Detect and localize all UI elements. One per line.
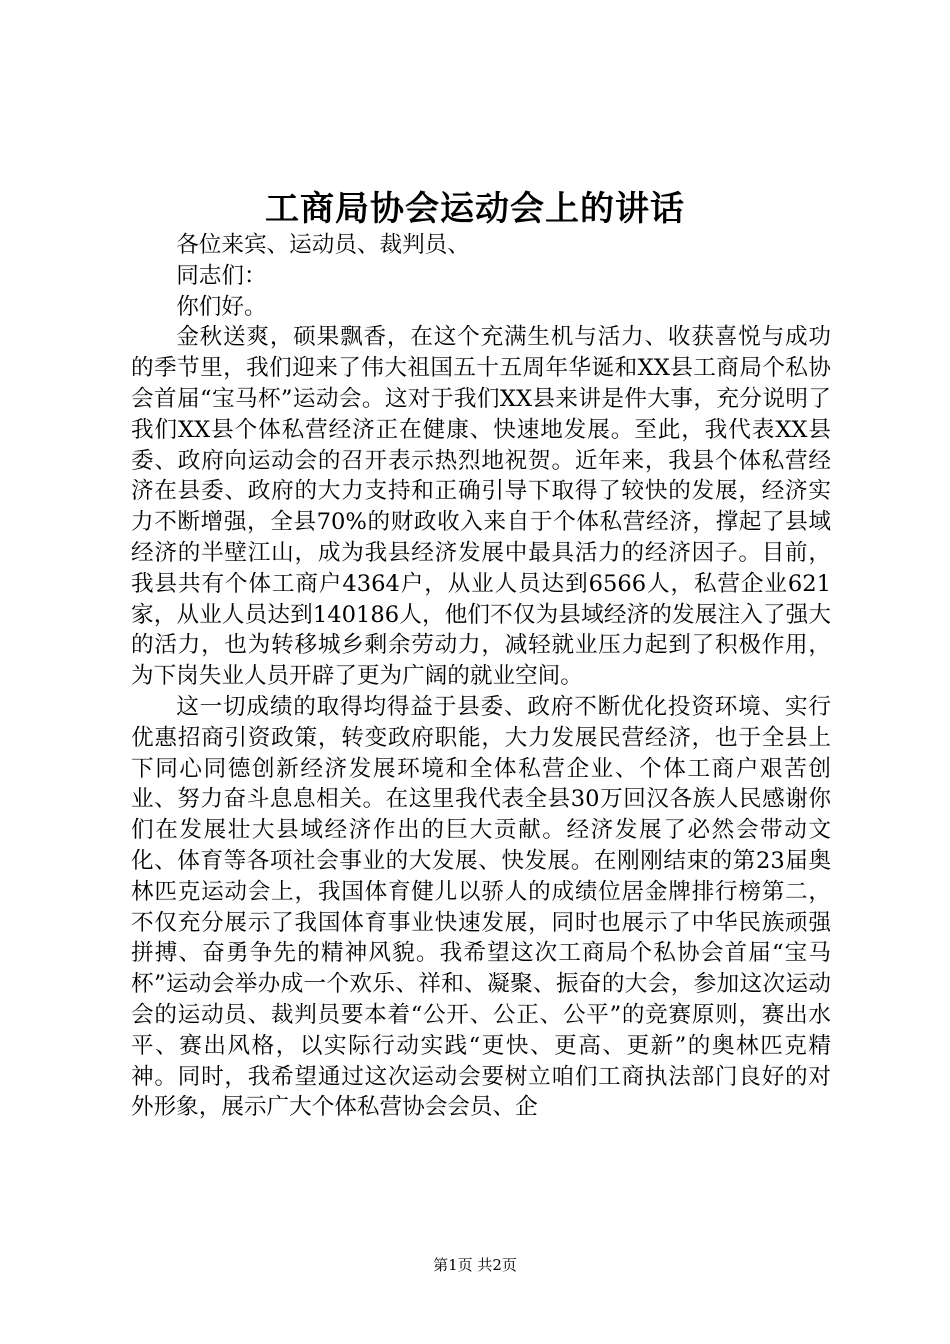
body-paragraph: 这一切成绩的取得均得益于县委、政府不断优化投资环境、实行优惠招商引资政策，转变政府职能，大力发展民营经济，也于全县上下同心同德创新经济发展环境和全体私营企业、个体工商户艰苦创业、努力奋斗息息相关。在这里我代表全县30万回汉各族人民感谢你们在发展壮大县域经济作出的巨大贡献。经济发展了必然会带动文化、体育等各项社会事业的大发展、快发展。在刚刚结束的第23届奥林匹克运动会上，我国体育健儿以骄人的成绩位居金牌排行榜第二，不仅充分展示了我国体育事业快速发展，同时也展示了中华民族顽强拼搏、奋勇争先的精神风貌。我希望这次工商局个私协会首届“宝马杯”运动会举办成一个欢乐、祥和、凝聚、振奋的大会，参加这次运动会的运动员、裁判员要本着“公开、公正、公平”的竞赛原则，赛出水平、赛出风格，以实际行动实践“更快、更高、更新”的奥林匹克精神。同时，我希望通过这次运动会要树立咱们工商执法部门良好的对外形象，展示广大个体私营协会会员、企 (131, 693, 831, 1121)
salutation-line: 各位来宾、运动员、裁判员、 (176, 232, 470, 258)
body-paragraph: 金秋送爽，硕果飘香，在这个充满生机与活力、收获喜悦与成功的季节里，我们迎来了伟大祖国五十五周年华诞和XX县工商局个私协会首届“宝马杯”运动会。这对于我们XX县来讲是件大事，充分说明了我们XX县个体私营经济正在健康、快速地发展。至此，我代表XX县委、政府向运动会的召开表示热烈地祝贺。近年来，我县个体私营经济在县委、政府的大力支持和正确引导下取得了较快的发展，经济实力不断增强，全县70%的财政收入来自于个体私营经济，撑起了县域经济的半壁江山，成为我县经济发展中最具活力的经济因子。目前，我县共有个体工商户4364户，从业人员达到6566人，私营企业621家，从业人员达到140186人，他们不仅为县域经济的发展注入了强大的活力，也为转移城乡剩余劳动力，减轻就业压力起到了积极作用，为下岗失业人员开辟了更为广阔的就业空间。 (131, 324, 831, 690)
greeting-line: 你们好。 (176, 293, 267, 320)
document-body (131, 230, 831, 1123)
page-number-footer: 第1页 共2页 (433, 1256, 517, 1274)
document-title: 工商局协会运动会上的讲话 (265, 189, 685, 229)
salutation-line: 同志们： (176, 262, 267, 289)
